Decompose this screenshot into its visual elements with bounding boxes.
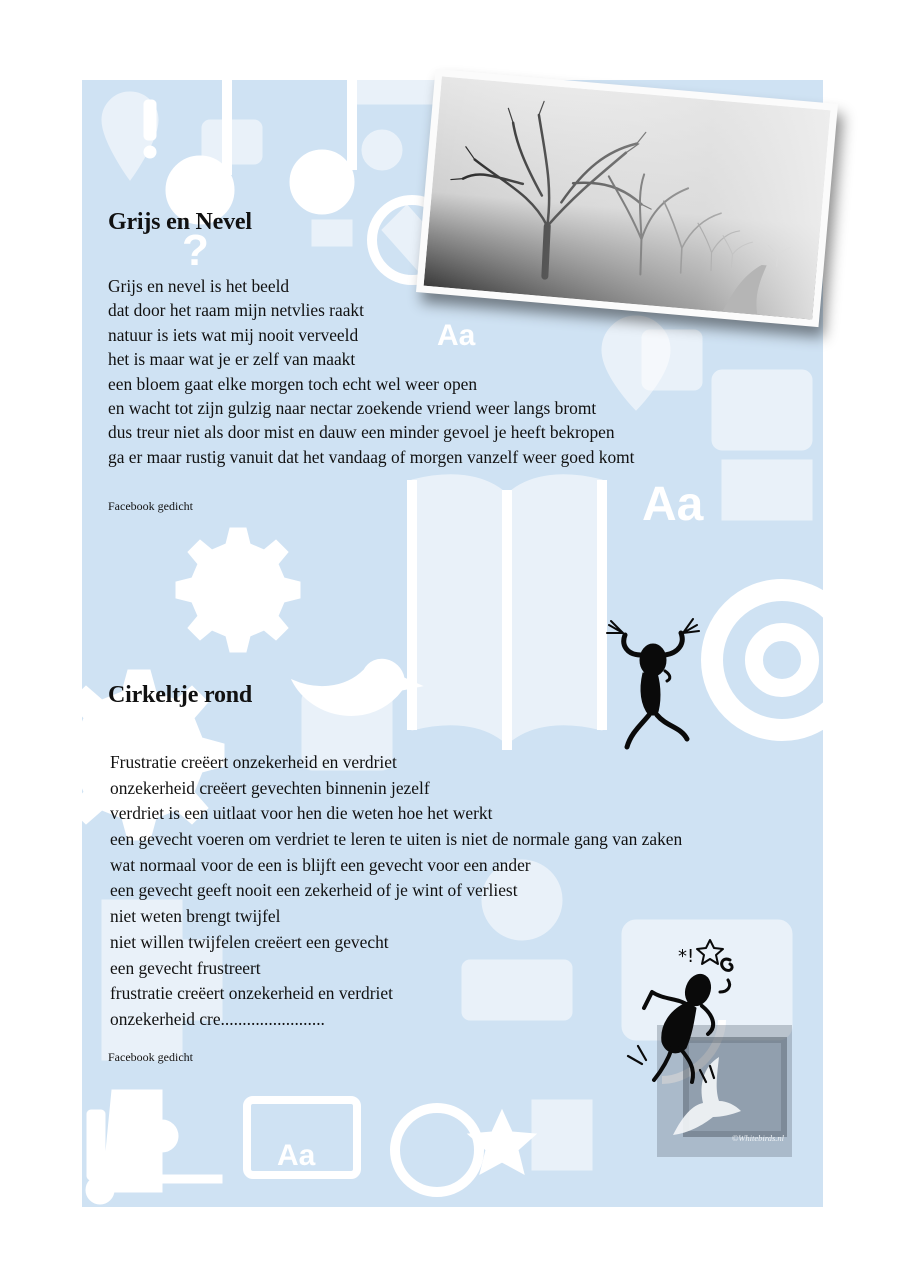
poem-line: ga er maar rustig vanuit dat het vandaag of morgen vanzelf weer goed komt xyxy=(108,446,635,467)
svg-text:?: ? xyxy=(182,226,209,275)
svg-text:Aa: Aa xyxy=(437,319,476,352)
angry-cursing-figure-icon xyxy=(608,930,748,1090)
poem-line: niet weten brengt twijfel xyxy=(110,906,281,927)
poem-line: het is maar wat je er zelf van maakt xyxy=(108,349,356,370)
poem-line: Frustratie creëert onzekerheid en verdriet xyxy=(110,752,397,772)
svg-text:Aa: Aa xyxy=(277,1139,316,1172)
poem-line: een bloem gaat elke morgen toch echt wel weer open xyxy=(108,373,478,394)
poem-line: dat door het raam mijn netvlies raakt xyxy=(108,300,364,321)
poem1-text xyxy=(108,274,635,469)
poem-line: verdriet is een uitlaat voor hen die weten hoe het werkt xyxy=(110,803,493,824)
poem-line: dus treur niet als door mist en dauw een minder gevoel je heeft bekropen xyxy=(108,422,615,443)
poem-line: frustratie creëert onzekerheid en verdriet xyxy=(110,983,393,1004)
poem-line: en wacht tot zijn gulzig naar nectar zoekende vriend weer langs bromt xyxy=(108,397,597,418)
poem-line: natuur is iets wat mij nooit verveeld xyxy=(108,324,359,345)
poem1-source: Facebook gedicht xyxy=(108,499,193,513)
poem-line: wat normaal voor de een is blijft een gevecht voor een ander xyxy=(110,854,531,875)
poem2-text xyxy=(110,750,682,1033)
poem-line: onzekerheid cre........................ xyxy=(110,1008,325,1029)
poem-line: een gevecht frustreert xyxy=(110,957,261,978)
poem-line: onzekerheid creëert gevechten binnenin jezelf xyxy=(110,777,430,798)
frustrated-figure-icon xyxy=(605,615,705,755)
poem1-title: Grijs en Nevel xyxy=(108,209,252,235)
poem2-title: Cirkeltje rond xyxy=(108,682,253,708)
poem-line: niet willen twijfelen creëert een gevecht xyxy=(110,931,389,952)
poem-line: een gevecht geeft nooit een zekerheid of je wint of verliest xyxy=(110,880,518,901)
svg-text:Aa: Aa xyxy=(642,478,704,531)
watermark-text: ©Whitebirds.nl xyxy=(731,1133,784,1143)
poem-line: Grijs en nevel is het beeld xyxy=(108,276,290,296)
poem2-source: Facebook gedicht xyxy=(108,1050,193,1064)
poem-line: een gevecht voeren om verdriet te leren te uiten is niet de normale gang van zaken xyxy=(110,829,683,850)
svg-text:*!: *! xyxy=(678,946,695,967)
